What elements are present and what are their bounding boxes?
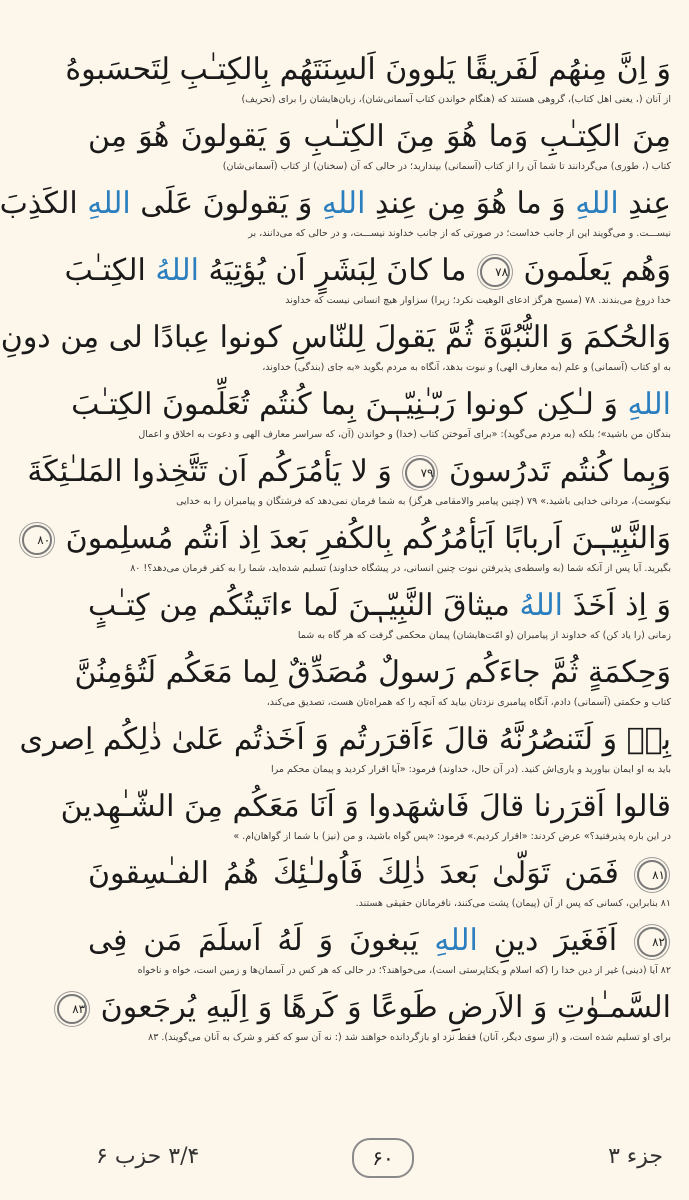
verse-number-marker: ٨٢ — [637, 927, 667, 957]
verse-number-marker: ٨١ — [637, 860, 667, 890]
arabic-text: ٨١ فَمَن تَوَلّىٰ بَعدَ ذٰلِكَ فَاُولـٰئِكَ هُمُ الفـٰسِقونَ — [88, 856, 665, 891]
arabic-text: وَالحُكمَ وَ النُّبُوَّةَ ثُمَّ يَقولَ لِلنّاسِ كونوا عِبادًا لى مِن دونِ — [0, 320, 671, 355]
persian-translation: کتاب و حکمتی (آسمانی) دادم، آنگاه پیامبری نزدتان بیاید که آنچه را که همراه‌تان هست، تصدیق می‌کند، — [266, 697, 671, 708]
verse-line — [88, 584, 671, 644]
highlighted-word: اللهِ — [627, 387, 671, 422]
juz-label: جزء ۳ — [608, 1144, 663, 1169]
persian-translation: در این باره پذیرفتید؟» عرض کردند: «اقرار کردیم.» فرمود: «پس گواه باشید، و من (نیز) با شما از گواهان‌ام. » — [233, 831, 671, 842]
verse-line — [64, 249, 671, 309]
page-number-badge: ۶۰ — [352, 1138, 414, 1178]
arabic-text: السَّمـٰوٰتِ وَ الاَرضِ طَوعًا وَ كَرهًا وَ اِلَيهِ يُرجَعونَ ٨٣ — [88, 986, 671, 1030]
verse-line — [71, 383, 671, 443]
persian-translation: از آنان (، یعنی اهل کتاب)، گروهی هستند که (هنگام خواندن کتاب آسمانی‌شان)، زبان‌هایشان را برای (تحریف) — [241, 94, 671, 105]
arabic-text: وَهُم يَعلَمونَ ٧٨ ما كانَ لِبَشَرٍ اَن يُؤتِيَهُ اللهُ الكِتـٰبَ — [64, 253, 671, 288]
highlighted-word: اللهِ — [321, 186, 366, 221]
verse-number-marker: ٨٣ — [57, 994, 87, 1024]
persian-translation: بندگان من باشید»؛ بلکه (به مردم می‌گوید): «برای آموختن کتاب (خدا) و خواندن (آن، که سراسر معارف الهی و دعوت به اخلاق و اعمال — [138, 429, 671, 440]
verse-line — [0, 316, 671, 376]
persian-translation: ۸۲ آیا (دینی) غیر از دین خدا را (که اسلام و یکتاپرستی است)، می‌خواهند؟؛ در حالی که هر کس در آسمان‌ها و زمین است، خواه و ناخواه — [137, 965, 671, 976]
verse-number-marker: ٧٨ — [480, 257, 510, 287]
verse-line — [65, 48, 671, 108]
verse-line — [74, 651, 671, 711]
persian-translation: باید به او ایمان بیاورید و یاری‌اش کنید. (در آن حال، خداوند) فرمود: «آیا اقرار کردید و پیمان محکم مرا — [270, 764, 671, 775]
verse-line — [72, 986, 671, 1046]
highlighted-word: اللهِ — [575, 186, 619, 221]
highlighted-word: اللهُ — [519, 588, 564, 623]
verse-number-marker: ٧٩ — [405, 458, 435, 488]
arabic-text: اللهِ وَ لـٰكِن كونوا رَبّـٰنِيّـٖنَ بِما كُنتُم تُعَلِّمونَ الكِتـٰبَ — [71, 387, 671, 422]
persian-translation: زمانی (را یاد کن) که خداوند از پیامبران (و امّت‌هایشان) پیمان محکمی گرفت که هر گاه به شما — [297, 630, 671, 641]
arabic-text: بِهٖ وَ لَتَنصُرُنَّهُ قالَ ءَاَقرَرتُم وَ اَخَذتُم عَلىٰ ذٰلِكُم اِصرى — [19, 722, 671, 757]
persian-translation: نیکوست)، مردانی خدایی باشید.» ۷۹ (چنین پیامبر والامقامی هرگز) به شما فرمان نمی‌دهد که فرشتگان و پیامبران را به خدایی — [176, 496, 671, 507]
verse-line — [19, 718, 671, 778]
arabic-text: وَ اِذ اَخَذَ اللهُ ميثاقَ النَّبِيّـٖنَ لَما ءاتَيتُكُم مِن كِتـٰبٍ — [88, 588, 671, 623]
verse-line — [27, 450, 671, 510]
verse-line — [37, 517, 671, 577]
verse-line — [0, 182, 671, 242]
persian-translation: خدا دروغ می‌بندند. ۷۸ (مسیح هرگز ادعای الوهیت نکرد؛ زیرا) سزاوار هیچ انسانی نیست که خداوند — [285, 295, 671, 306]
hizb-label: ۳/۴ حزب ۶ — [96, 1144, 200, 1169]
persian-translation: به او کتاب (آسمانی) و علم (به معارف الهی) و نبوت بدهد، آنگاه به مردم بگوید «به جای (بندگی) خداوند، — [262, 362, 671, 373]
arabic-text: مِنَ الكِتـٰبِ وَما هُوَ مِنَ الكِتـٰبِ وَ يَقولونَ هُوَ مِن — [88, 119, 671, 154]
highlighted-word: اللهِ — [87, 186, 131, 221]
arabic-text: وَالنَّبِيّـٖنَ اَربابًا اَيَأمُرُكُم بِالكُفرِ بَعدَ اِذ اَنتُم مُسلِمونَ ٨٠ — [88, 517, 671, 561]
arabic-text: عِندِ اللهِ وَ ما هُوَ مِن عِندِ اللهِ وَ يَقولونَ عَلَى اللهِ الكَذِبَ — [0, 186, 671, 221]
verse-line — [88, 115, 671, 175]
persian-translation: ۸۱ بنابراین، کسانی که پس از آن (پیمان) پشت می‌کنند، نافرمانان حقیقی هستند. — [355, 898, 671, 909]
persian-translation: برای او تسلیم شده است، و (از سوی دیگر، آنان) فقط نزد او بازگردانده خواهند شد (: نه آن سو که کفر و شرک به آنان می‌گویند). ۸۳ — [148, 1032, 671, 1043]
verse-line — [60, 785, 671, 845]
persian-translation: کتاب (، طوری) می‌گردانند تا شما آن را از کتاب (آسمانی) بپندارید؛ در حالی که آن (سخنان) از کتاب (آسمانی‌شان) — [222, 161, 671, 172]
page-footer — [70, 1138, 689, 1182]
verse-number-marker: ٨٠ — [22, 525, 52, 555]
arabic-text: وَ اِنَّ مِنهُم لَفَريقًا يَلوونَ اَلسِنَتَهُم بِالكِتـٰبِ لِتَحسَبوهُ — [65, 52, 671, 87]
arabic-text: وَبِما كُنتُم تَدرُسونَ ٧٩ وَ لا يَأمُرَكُم اَن تَتَّخِذوا المَلـٰئِكَةَ — [27, 454, 671, 489]
arabic-text: وَحِكمَةٍ ثُمَّ جاءَكُم رَسولٌ مُصَدِّقٌ لِما مَعَكُم لَتُؤمِنُنَّ — [74, 655, 671, 690]
highlighted-word: اللهُ — [155, 253, 199, 288]
arabic-text: قالوا اَقرَرنا قالَ فَاشهَدوا وَ اَنَا مَعَكُم مِنَ الشّـٰهِدينَ — [60, 789, 671, 824]
arabic-text: ٨٢ اَفَغَيرَ دينِ اللهِ يَبغونَ وَ لَهُ اَسلَمَ مَن فِى — [88, 923, 665, 958]
highlighted-word: اللهِ — [434, 923, 478, 958]
persian-translation: نیســـت. و می‌گویند این از جانب خداست؛ در صورتی که از جانب خداوند نیســـت، و در حالی که می‌دانند، بر — [248, 228, 671, 239]
verse-line — [88, 852, 671, 912]
verse-line — [88, 919, 671, 979]
persian-translation: بگیرید. آیا پس از آنکه شما (به واسطه‌ی پذیرفتن نبوت چنین انسانی، در پیشگاه خداوند) تسلیم شده‌اید، شما را به کفر فرمان می‌دهد؟! ۸۰ — [130, 563, 671, 574]
